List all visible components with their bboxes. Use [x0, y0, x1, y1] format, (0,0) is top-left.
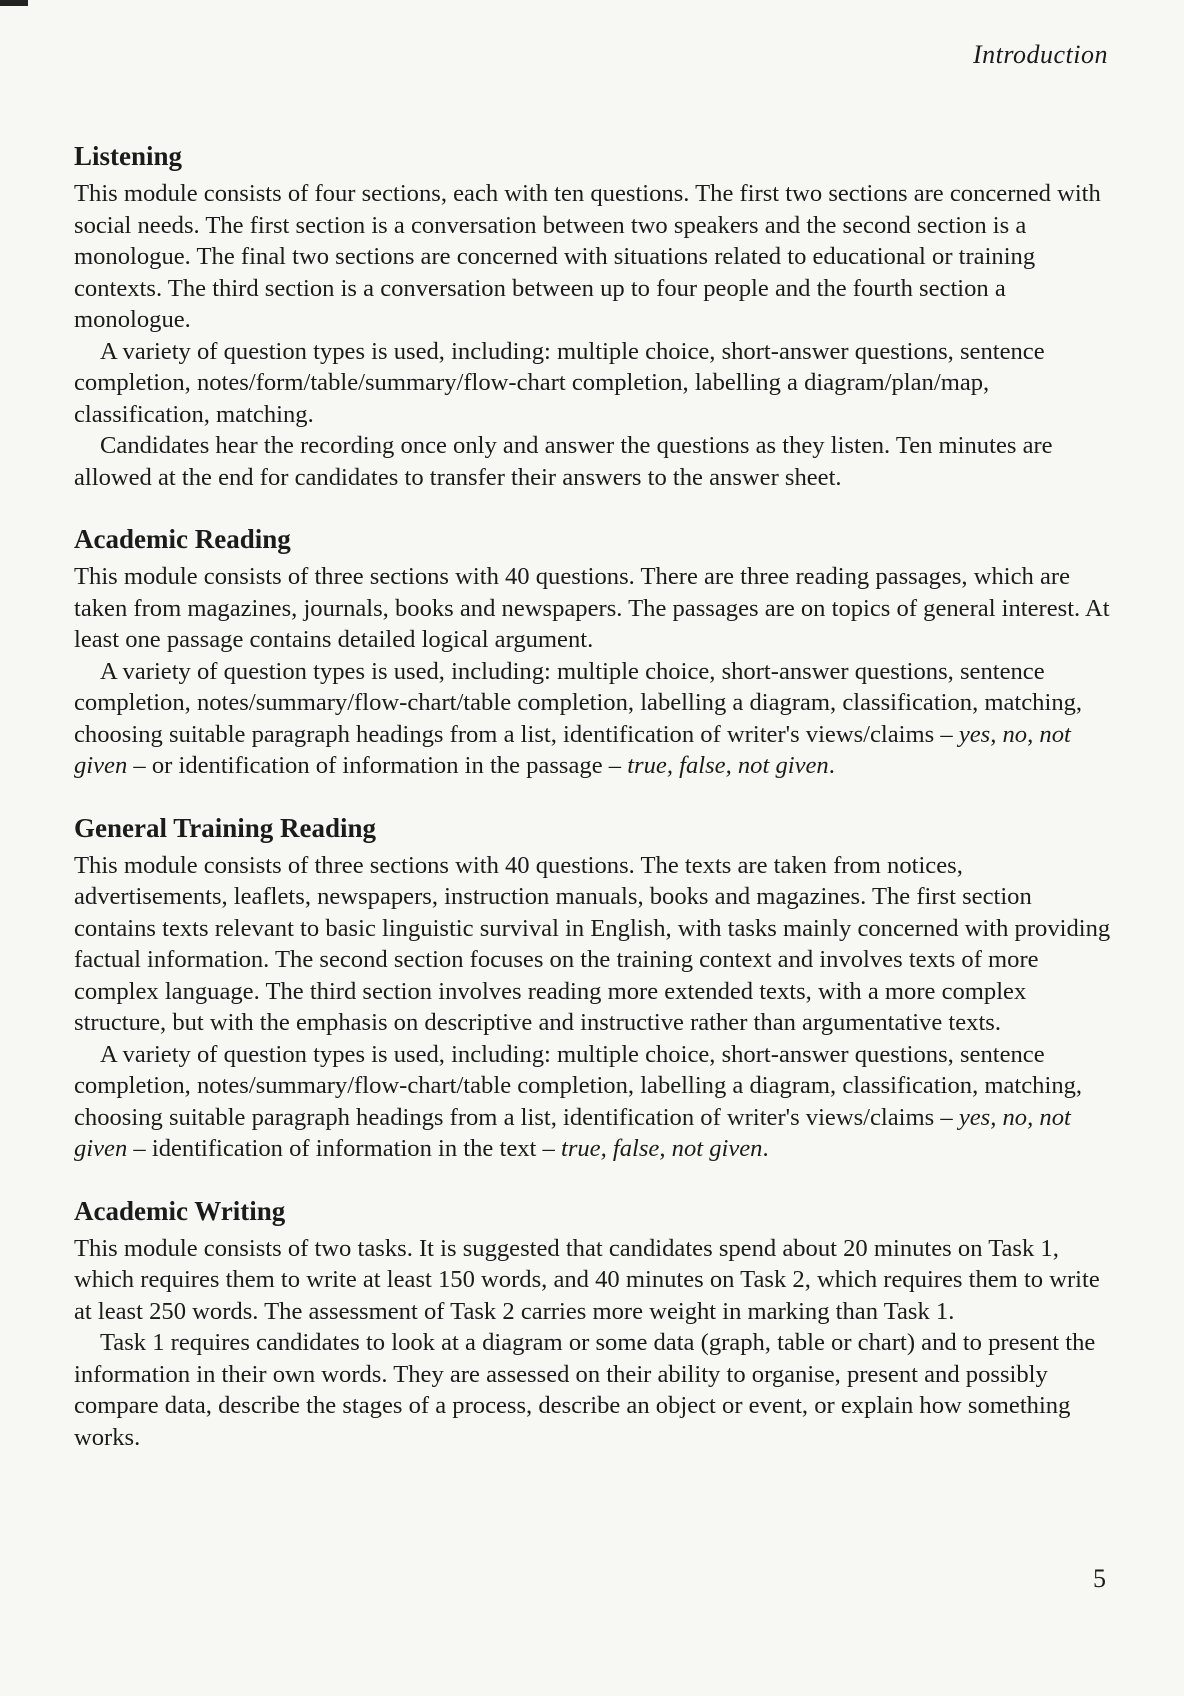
paragraph: A variety of question types is used, including: multiple choice, short-answer questions, sentence completion, notes/form/table/summary/flow-chart completion, labelling a diagram/plan/map, classification, matching.	[74, 337, 1045, 428]
paragraph: This module consists of four sections, each with ten questions. The first two sections are concerned with social needs. The first section is a conversation between two speakers and the second section is a monologue. The final two sections are concerned with situations related to educational or training contexts. The third section is a conversation between up to four people and the fourth section a monologue.	[74, 180, 1101, 333]
text-run: .	[828, 752, 835, 779]
paragraph: Task 1 requires candidates to look at a diagram or some data (graph, table or chart) and to present the information in their own words. They are assessed on their ability to organise, present and possibly compare data, describe the stages of a process, describe an object or event, or explain how something works.	[74, 1329, 1096, 1451]
text-run: – identification of information in the text –	[127, 1135, 561, 1162]
italic-text: yes, no, not given	[74, 1103, 1071, 1162]
paragraph: Candidates hear the recording once only and answer the questions as they listen. Ten minutes are allowed at the end for candidates to transfer their answers to the answer sheet.	[74, 432, 1053, 491]
text-run: A variety of question types is used, including: multiple choice, short-answer questions, sentence completion, notes/summary/flow-chart/table completion, labelling a diagram, classification, matching, choosing suitable paragraph headings from a list, identification of writer's views/claims –	[74, 1040, 1083, 1131]
text-run: A variety of question types is used, including: multiple choice, short-answer questions, sentence completion, notes/summary/flow-chart/table completion, labelling a diagram, classification, matching, choosing suitable paragraph headings from a list, identification of writer's views/claims –	[74, 657, 1083, 748]
italic-text: yes, no, not given	[74, 720, 1071, 779]
section-heading: General Training Reading	[74, 812, 377, 843]
paragraph	[74, 1039, 1114, 1165]
section-general-training-reading	[74, 810, 1114, 1165]
section-listening	[74, 138, 1114, 493]
running-head: Introduction	[972, 40, 1108, 69]
italic-text: true, false, not given	[560, 1135, 763, 1162]
paragraph: This module consists of three sections with 40 questions. The texts are taken from notices, advertisements, leaflets, newspapers, instruction manuals, books and magazines. The first section contains texts relevant to basic linguistic survival in English, with tasks mainly concerned with providing factual information. The second section focuses on the training context and involves texts of more complex language. The third section involves reading more extended texts, with a more complex structure, but with the emphasis on descriptive and instructive rather than argumentative texts.	[74, 851, 1111, 1036]
section-academic-reading	[74, 521, 1114, 782]
page-number: 5	[1093, 1564, 1106, 1593]
page-edge-mark	[0, 0, 28, 6]
text-run: – or identification of information in the passage –	[127, 752, 628, 779]
text-run: .	[762, 1135, 769, 1162]
paragraph: This module consists of three sections with 40 questions. There are three reading passages, which are taken from magazines, journals, books and newspapers. The passages are on topics of general interest. At least one passage contains detailed logical argument.	[74, 563, 1110, 653]
section-heading: Academic Reading	[74, 524, 291, 554]
page-content	[74, 138, 1114, 1481]
section-heading: Listening	[74, 141, 183, 171]
paragraph	[74, 656, 1114, 782]
section-academic-writing	[74, 1193, 1114, 1454]
paragraph: This module consists of two tasks. It is suggested that candidates spend about 20 minutes on Task 1, which requires them to write at least 150 words, and 40 minutes on Task 2, which requires them to write at least 250 words. The assessment of Task 2 carries more weight in marking than Task 1.	[74, 1234, 1100, 1325]
italic-text: true, false, not given	[627, 752, 829, 779]
section-heading: Academic Writing	[74, 1195, 286, 1226]
